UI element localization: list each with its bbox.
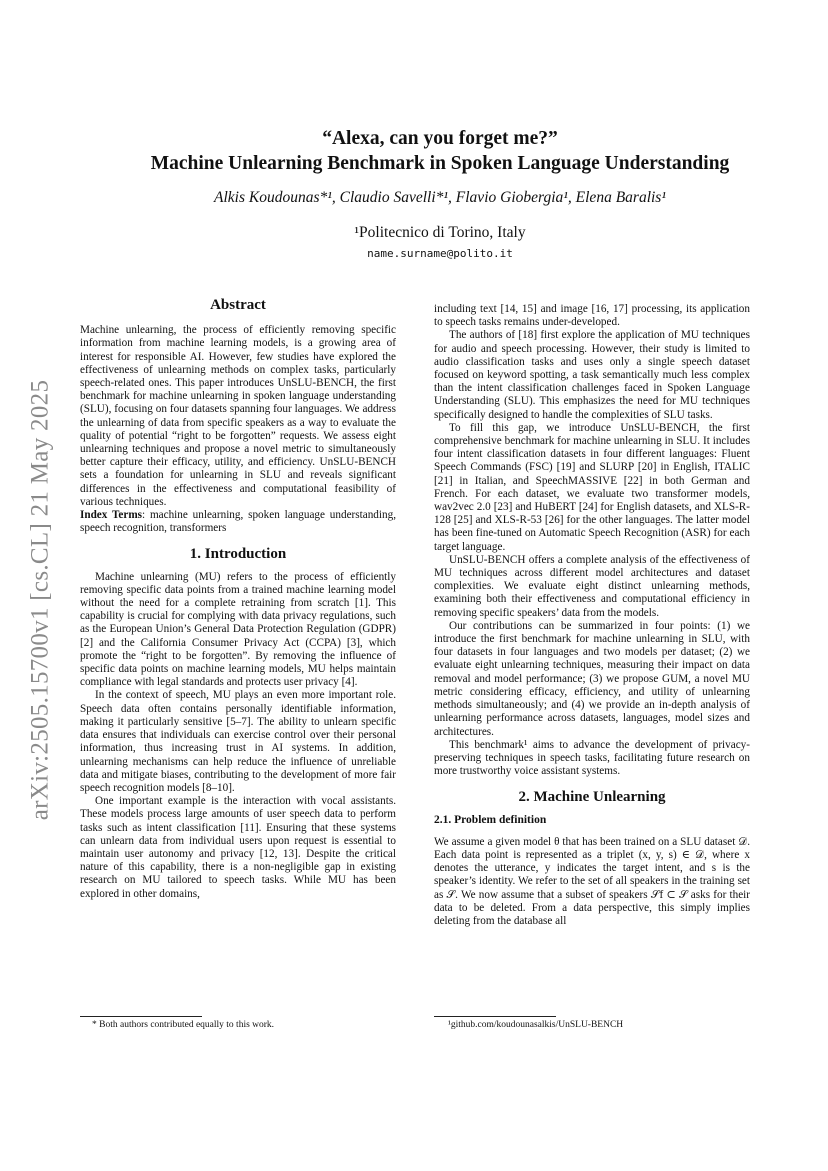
footnote-left: * Both authors contributed equally to this work. xyxy=(92,1020,275,1030)
intro-paragraph-3: One important example is the interaction with vocal assistants. These models process large amounts of user speech data to perform tasks such as intent classification [11]. Ensuring that these systems can unlearn data from individual users upon request is essential to maintain user autonomy and privacy [12, 13]. Despite the critical nature of this capability, there is a non-negligible gap in existing research on MU tailored to speech tasks. While MU has been explored in other domains, xyxy=(80,795,396,900)
right-paragraph-5: This benchmark¹ aims to advance the development of privacy-preserving techniques in speech tasks, facilitating future research on more trustworthy voice assistant systems. xyxy=(434,738,750,778)
right-column xyxy=(434,303,750,928)
affiliation: ¹Politecnico di Torino, Italy xyxy=(354,224,526,241)
index-terms-text: : machine unlearning, spoken language understanding, speech recognition, transformers xyxy=(80,509,396,535)
right-paragraph-2: To fill this gap, we introduce UnSLU-BENCH, the first comprehensive benchmark for machine unlearning in SLU. It includes four intent classification datasets in four different languages: Fluent Speech Commands (FSC) [19] and SLURP [20] in English, ITALIC [21] in Italian, and SpeechMASSIVE [22] in both German and French. For each dataset, we evaluate two transformer models, wav2vec 2.0 [23] and HuBERT [24] for English datasets, and XLS-R-128 [25] and XLS-R-53 [26] for the other languages. The latter model has been fine-tuned on Automatic Speech Recognition (ASR) for each target language. xyxy=(434,421,750,553)
abstract-text: Machine unlearning, the process of efficiently removing specific information from machine learning models, is a growing area of interest for responsible AI. However, few studies have explored the effectiveness of unlearning methods on complex tasks, particularly speech-related ones. This paper introduces UnSLU-BENCH, the first benchmark for machine unlearning in spoken language understanding (SLU), focusing on four datasets spanning four languages. We address the unlearning of data from specific speakers as a way to evaluate the quality of potential “right to be forgotten” requests. We assess eight unlearning techniques and propose a novel metric to simultaneously better capture their efficacy, utility, and efficiency. UnSLU-BENCH sets a foundation for unlearning in SLU and reveals significant differences in the effectiveness and computational feasibility of various techniques. xyxy=(80,324,396,508)
section-2-1-heading: 2.1. Problem definition xyxy=(434,813,547,826)
email: name.surname@polito.it xyxy=(367,247,513,260)
title-line-2: Machine Unlearning Benchmark in Spoken Language Understanding xyxy=(150,153,730,174)
right-paragraph-6: We assume a given model θ that has been trained on a SLU dataset 𝒟. Each data point is represented as a triplet (x, y, s) ∈ 𝒟, where x denotes the utterance, y indicates the target intent, and s is the speaker’s identity. We refer to the set of all speakers in the training set as 𝒮. We now assume that a subset of speakers 𝒮f ⊂ 𝒮 asks for their data to be deleted. From a data perspective, this simply implies deleting from the database all xyxy=(434,835,750,927)
intro-heading: 1. Introduction xyxy=(189,546,287,563)
index-terms-label: Index Terms xyxy=(80,509,143,522)
section-2-heading: 2. Machine Unlearning xyxy=(518,789,666,806)
authors: Alkis Koudounas*¹, Claudio Savelli*¹, Flavio Giobergia¹, Elena Baralis¹ xyxy=(214,189,666,206)
arxiv-stamp: arXiv:2505.15700v1 [cs.CL] 21 May 2025 xyxy=(26,379,54,821)
footnote-right: ¹github.com/koudounasalkis/UnSLU-BENCH xyxy=(448,1020,624,1030)
paper-title xyxy=(60,126,820,176)
title-line-1: “Alexa, can you forget me?” xyxy=(322,128,558,149)
intro-paragraph-2: In the context of speech, MU plays an even more important role. Speech data often contains personally identifiable information, making it particularly sensitive [5–7]. The ability to unlearn specific data ensures that individuals can exercise control over their personal information, thus increasing trust in AI systems. In addition, unlearning mechanisms can help reduce the influence of unreliable data and mitigate biases, contributing to the development of more fair speech recognition models [8–10]. xyxy=(80,689,396,794)
right-paragraph-0: including text [14, 15] and image [16, 17] processing, its application to speech tasks remains under-developed. xyxy=(434,303,750,329)
intro-paragraph-1: Machine unlearning (MU) refers to the process of efficiently removing specific data points from a trained machine learning model without the need for a complete retraining from scratch [1]. This capability is crucial for complying with data privacy regulations, such as the European Union’s General Data Protection Regulation (GDPR) [2] and the California Consumer Privacy Act (CCPA) [3], which promote the “right to be forgotten”. By removing the influence of specific data points on machine learning models, MU helps maintain compliance with legal standards and protects user privacy [4]. xyxy=(80,570,396,689)
left-column xyxy=(80,299,396,901)
footnote-rule-right xyxy=(434,1016,556,1017)
index-terms xyxy=(80,509,396,535)
right-paragraph-1: The authors of [18] first explore the application of MU techniques for audio and speech processing. However, their study is limited to audio classification tasks and uses only a single speech dataset focused on keyword spotting, a task semantically much less complex than the intent classification challenges faced in Spoken Language Understanding (SLU). This emphasizes the need for MU techniques specifically designed to handle the complexities of SLU tasks. xyxy=(434,329,750,421)
footnote-rule-left xyxy=(80,1016,202,1017)
right-paragraph-3: UnSLU-BENCH offers a complete analysis of the effectiveness of MU techniques across different model architectures and dataset complexities. We evaluate eight distinct unlearning methods, examining both their effectiveness and computational efficiency in removing specific speakers’ data from the models. xyxy=(434,553,750,619)
abstract-heading: Abstract xyxy=(210,297,266,313)
right-paragraph-4: Our contributions can be summarized in four points: (1) we introduce the first benchmark for machine unlearning in SLU, with four datasets in four languages and two models per dataset; (2) we evaluate eight unlearning techniques, measuring their impact on data removal and model performance; (3) we propose GUM, a novel MU metric considering efficacy, efficiency, and utility of unlearning methods simultaneously; and (4) we provide an in-depth analysis of unlearning performance across datasets, languages, model sizes and architectures. xyxy=(434,619,750,738)
